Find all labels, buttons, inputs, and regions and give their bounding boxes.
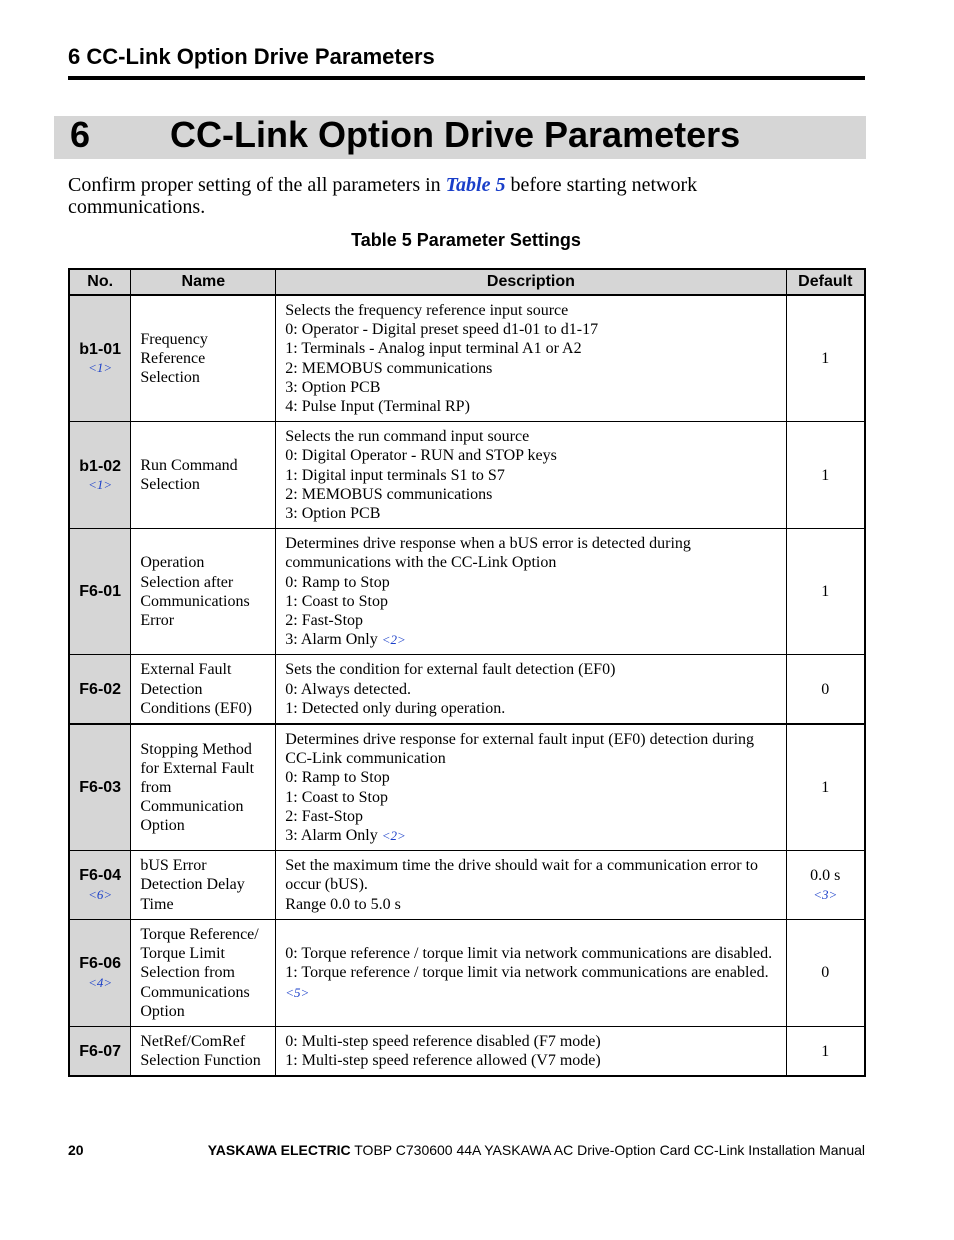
footnote-ref[interactable]: <2> — [381, 632, 406, 648]
param-code: F6-01 — [79, 583, 122, 601]
param-number — [69, 295, 131, 422]
description-text: Selects the run command input source — [285, 428, 530, 446]
default-value: 1 — [821, 779, 830, 797]
description-line — [285, 466, 777, 485]
footnote-ref[interactable]: <5> — [285, 984, 310, 1000]
param-number — [69, 655, 131, 724]
table-header-row — [69, 269, 865, 295]
param-default — [786, 919, 865, 1026]
description-line — [285, 592, 777, 611]
param-description — [276, 295, 786, 422]
param-default — [786, 655, 865, 724]
description-line — [285, 301, 777, 320]
default-value: 1 — [821, 466, 830, 484]
param-description — [276, 422, 786, 529]
table-row — [69, 422, 865, 529]
description-line — [285, 534, 777, 572]
param-code: b1-02 — [79, 457, 122, 475]
param-name: Frequency Reference Selection — [131, 295, 276, 422]
page-number: 20 — [68, 1142, 84, 1158]
param-default — [786, 529, 865, 655]
description-text: 1: Digital input terminals S1 to S7 — [285, 466, 505, 484]
table-row — [69, 529, 865, 655]
description-line — [285, 1032, 777, 1051]
section-number: 6 — [70, 114, 91, 155]
description-text: 1: Terminals - Analog input terminal A1 or A2 — [285, 340, 582, 358]
description-line — [285, 320, 777, 339]
col-header-name: Name — [131, 269, 276, 295]
intro-paragraph — [68, 174, 788, 218]
intro-text-before: Confirm proper setting of the all parameters in — [68, 174, 446, 196]
default-value: 1 — [821, 350, 830, 367]
footer-brand: YASKAWA ELECTRIC — [207, 1142, 351, 1158]
table-row — [69, 724, 865, 851]
section-title: CC-Link Option Drive Parameters — [170, 114, 741, 155]
param-number — [69, 529, 131, 655]
description-text: 1: Torque reference / torque limit via network communications are enabled. — [285, 964, 769, 982]
param-name: Torque Reference/ Torque Limit Selection from Communications Option — [131, 919, 276, 1026]
description-line — [285, 397, 777, 416]
table-row — [69, 1026, 865, 1076]
description-line — [285, 963, 777, 1001]
description-line — [285, 630, 777, 649]
param-number — [69, 724, 131, 851]
param-code: F6-03 — [79, 779, 122, 797]
description-line — [285, 611, 777, 630]
header-rule — [68, 76, 865, 80]
footnote-ref[interactable]: <1> — [88, 360, 113, 376]
description-line — [285, 378, 777, 397]
description-text: Set the maximum time the drive should wait for a communication error to occur (bUS). — [285, 857, 759, 894]
default-value: 1 — [821, 583, 830, 601]
param-description — [276, 655, 786, 724]
description-line — [285, 856, 777, 894]
param-number — [69, 422, 131, 529]
running-head: 6 CC-Link Option Drive Parameters — [68, 44, 435, 69]
description-text: 1: Detected only during operation. — [285, 699, 506, 717]
col-header-description: Description — [276, 269, 786, 295]
description-text: 0: Operator - Digital preset speed d1-01 to d1-17 — [285, 321, 599, 339]
description-text: 2: MEMOBUS communications — [285, 359, 493, 377]
description-text: 3: Alarm Only — [285, 827, 382, 845]
description-line — [285, 807, 777, 826]
param-name: NetRef/ComRef Selection Function — [131, 1026, 276, 1076]
footnote-ref[interactable]: <4> — [88, 974, 113, 990]
param-number — [69, 851, 131, 920]
param-name: Run Command Selection — [131, 422, 276, 529]
description-text: 0: Digital Operator - RUN and STOP keys — [285, 447, 557, 465]
description-line — [285, 699, 777, 718]
footnote-ref[interactable]: <3> — [813, 886, 838, 902]
param-description — [276, 724, 786, 851]
description-text: 2: MEMOBUS communications — [285, 485, 493, 503]
table-row — [69, 295, 865, 422]
table-row — [69, 851, 865, 920]
default-value: 0.0 s — [810, 867, 841, 885]
param-default — [786, 422, 865, 529]
description-line — [285, 427, 777, 446]
param-default — [786, 851, 865, 920]
param-name: External Fault Detection Conditions (EF0) — [131, 655, 276, 724]
param-name: bUS Error Detection Delay Time — [131, 851, 276, 920]
description-text: Determines drive response when a bUS error is detected during communications with the CC-Link Option — [285, 535, 691, 572]
document-title — [208, 1142, 865, 1158]
description-line — [285, 504, 777, 523]
param-number — [69, 1026, 131, 1076]
description-text: 0: Multi-step speed reference disabled (F7 mode) — [285, 1032, 601, 1050]
param-code: F6-07 — [79, 1042, 122, 1060]
table-5-link[interactable]: Table 5 — [445, 174, 506, 196]
description-line — [285, 446, 777, 465]
param-description — [276, 1026, 786, 1076]
param-code: F6-04 — [79, 867, 122, 885]
description-text: 1: Multi-step speed reference allowed (V7 mode) — [285, 1052, 601, 1070]
table-caption: Table 5 Parameter Settings — [351, 230, 581, 250]
table-row — [69, 655, 865, 724]
footer-doc-title: TOBP C730600 44A YASKAWA AC Drive-Option Card CC-Link Installation Manual — [350, 1142, 865, 1158]
col-header-default: Default — [786, 269, 865, 295]
footnote-ref[interactable]: <2> — [381, 828, 406, 844]
param-code: F6-06 — [79, 955, 122, 973]
param-default — [786, 295, 865, 422]
param-name: Stopping Method for External Fault from Communication Option — [131, 724, 276, 851]
param-description — [276, 851, 786, 920]
table-row — [69, 919, 865, 1026]
description-text: 0: Always detected. — [285, 680, 412, 698]
description-text: Selects the frequency reference input source — [285, 302, 569, 319]
intro-text-after: before starting network communications. — [68, 174, 698, 218]
description-text: Sets the condition for external fault detection (EF0) — [285, 661, 616, 679]
description-line — [285, 826, 777, 845]
description-line — [285, 660, 777, 679]
description-text: Range 0.0 to 5.0 s — [285, 895, 401, 913]
description-line — [285, 359, 777, 378]
description-line — [285, 788, 777, 807]
param-code: b1-01 — [79, 341, 122, 358]
param-description — [276, 529, 786, 655]
description-line — [285, 339, 777, 358]
description-text: 3: Option PCB — [285, 505, 381, 523]
description-text: 1: Coast to Stop — [285, 788, 388, 806]
default-value: 0 — [821, 964, 830, 982]
col-header-no: No. — [69, 269, 131, 295]
description-line — [285, 573, 777, 592]
description-text: 3: Alarm Only — [285, 631, 382, 649]
description-line — [285, 1051, 777, 1070]
param-default — [786, 724, 865, 851]
description-text: 4: Pulse Input (Terminal RP) — [285, 398, 470, 416]
param-name: Operation Selection after Communications Error — [131, 529, 276, 655]
param-number — [69, 919, 131, 1026]
footnote-ref[interactable]: <6> — [88, 886, 113, 902]
description-text: 0: Ramp to Stop — [285, 573, 390, 591]
param-code: F6-02 — [79, 680, 122, 698]
param-default — [786, 1026, 865, 1076]
description-line — [285, 944, 777, 963]
description-text: 0: Torque reference / torque limit via network communications are disabled. — [285, 945, 773, 963]
description-line — [285, 730, 777, 768]
description-line — [285, 485, 777, 504]
description-line — [285, 768, 777, 787]
footnote-ref[interactable]: <1> — [88, 476, 113, 492]
description-text: 0: Ramp to Stop — [285, 769, 390, 787]
parameter-table — [68, 268, 866, 1077]
description-text: 3: Option PCB — [285, 378, 381, 396]
description-text: 2: Fast-Stop — [285, 612, 364, 630]
default-value: 1 — [821, 1042, 830, 1060]
description-text: 1: Coast to Stop — [285, 592, 388, 610]
description-line — [285, 680, 777, 699]
default-value: 0 — [821, 680, 830, 698]
param-description — [276, 919, 786, 1026]
description-text: Determines drive response for external fault input (EF0) detection during CC-Link communication — [285, 731, 755, 768]
description-text: 2: Fast-Stop — [285, 807, 364, 825]
description-line — [285, 895, 777, 914]
